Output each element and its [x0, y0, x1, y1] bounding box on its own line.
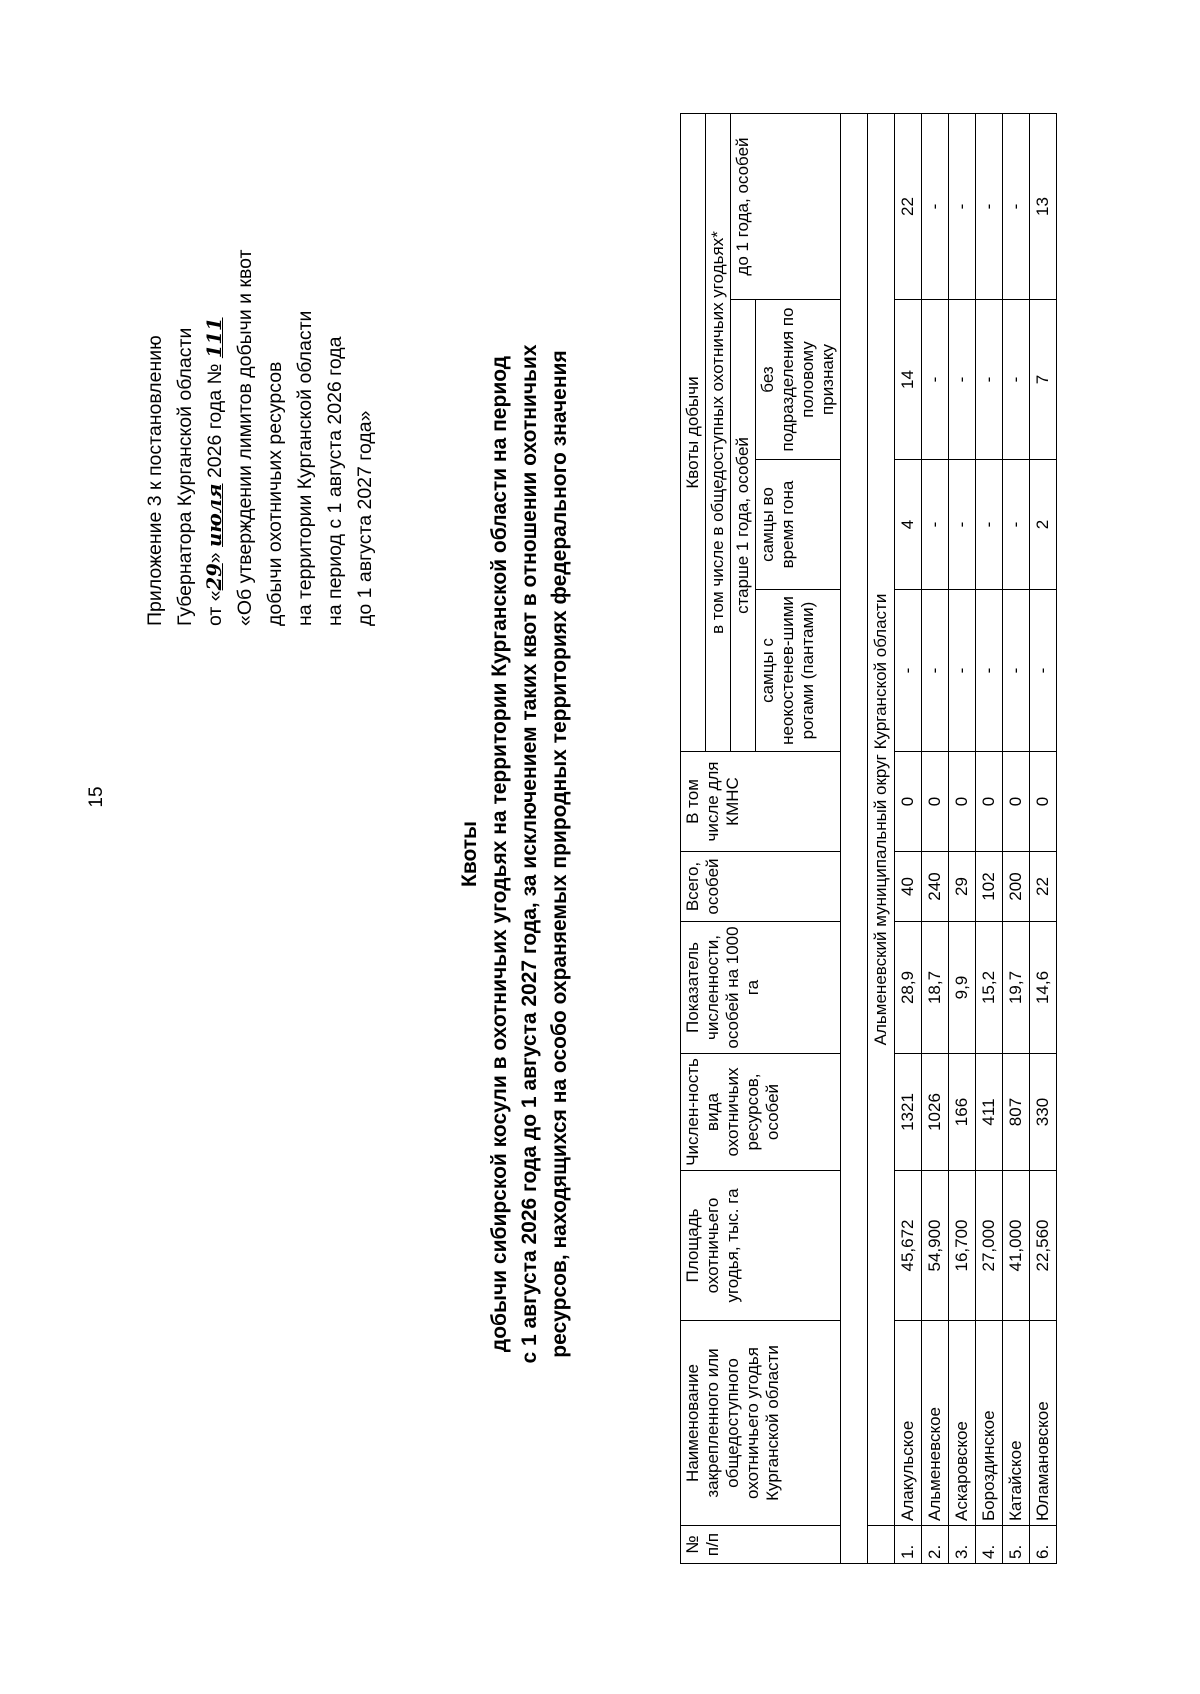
- row-antlers: -: [922, 590, 949, 752]
- row-area: 16,700: [949, 1171, 976, 1321]
- row-nosex: -: [922, 300, 949, 460]
- row-kmns: 0: [976, 752, 1003, 852]
- row-nosex: -: [949, 300, 976, 460]
- row-name: Алакульское: [895, 1321, 922, 1526]
- decree-number-handwritten: 111: [203, 317, 226, 359]
- row-name: Юламановское: [1030, 1321, 1057, 1526]
- header-area: Площадь охотничьего угодья, тыс. га: [681, 1171, 841, 1321]
- title-line-1: Квоты: [458, 821, 481, 887]
- row-nosex: 7: [1030, 300, 1057, 460]
- header-antlers: самцы с неокостенев-шими рогами (пантами): [756, 590, 841, 752]
- row-num: 4.: [976, 1526, 1003, 1564]
- row-rut: -: [1003, 460, 1030, 590]
- date-day-handwritten: 29: [203, 563, 226, 591]
- title-line-2: добычи сибирской косули в охотничьих угодьях на территории Курганской области на период: [488, 355, 511, 1353]
- row-area: 54,900: [922, 1171, 949, 1321]
- date-month-handwritten: июля: [203, 483, 226, 547]
- row-area: 45,672: [895, 1171, 922, 1321]
- row-kmns: 0: [949, 752, 976, 852]
- row-young: -: [922, 114, 949, 300]
- row-antlers: -: [1003, 590, 1030, 752]
- spacer-row: [841, 114, 868, 1564]
- row-rut: 2: [1030, 460, 1057, 590]
- row-num: 5.: [1003, 1526, 1030, 1564]
- header-nosex: без подразделения по половому признаку: [756, 300, 841, 460]
- header-kmns: В том числе для КМНС: [681, 752, 841, 852]
- row-name: Альменевское: [922, 1321, 949, 1526]
- table-row: [976, 114, 1003, 1564]
- date-prefix: от «: [204, 590, 226, 626]
- header-older: старше 1 года, особей: [731, 300, 756, 752]
- row-kmns: 0: [895, 752, 922, 852]
- table-row: [1003, 114, 1030, 1564]
- document-title: [455, 294, 575, 1414]
- title-line-4: ресурсов, находящихся на особо охраняемых природных территориях федерального значения: [548, 350, 571, 1358]
- row-antlers: -: [895, 590, 922, 752]
- row-name: Аскаровское: [949, 1321, 976, 1526]
- row-kmns: 0: [1003, 752, 1030, 852]
- row-density: 19,7: [1003, 922, 1030, 1054]
- header-num: № п/п: [681, 1526, 841, 1564]
- row-area: 27,000: [976, 1171, 1003, 1321]
- row-young: -: [976, 114, 1003, 300]
- table-row: [1030, 114, 1057, 1564]
- group-empty-cell: [868, 1526, 895, 1564]
- appendix-line-1: Приложение 3 к постановлению: [144, 335, 166, 626]
- row-young: 22: [895, 114, 922, 300]
- row-population: 1026: [922, 1054, 949, 1171]
- row-rut: -: [976, 460, 1003, 590]
- row-total: 22: [1030, 852, 1057, 922]
- row-num: 1.: [895, 1526, 922, 1564]
- row-kmns: 0: [1030, 752, 1057, 852]
- date-year: 2026 года №: [204, 358, 226, 484]
- header-rut: самцы во время гона: [756, 460, 841, 590]
- header-density: Показатель численности, особей на 1000 га: [681, 922, 841, 1054]
- row-total: 102: [976, 852, 1003, 922]
- appendix-line-3: [200, 106, 230, 626]
- row-kmns: 0: [922, 752, 949, 852]
- table-row: [922, 114, 949, 1564]
- row-density: 28,9: [895, 922, 922, 1054]
- row-total: 240: [922, 852, 949, 922]
- row-area: 22,560: [1030, 1171, 1057, 1321]
- appendix-line-2: Губернатора Курганской области: [174, 327, 196, 626]
- row-rut: -: [922, 460, 949, 590]
- row-density: 14,6: [1030, 922, 1057, 1054]
- table-row: [949, 114, 976, 1564]
- row-total: 40: [895, 852, 922, 922]
- row-total: 200: [1003, 852, 1030, 922]
- appendix-line-6: на территории Курганской области: [294, 310, 316, 626]
- row-total: 29: [949, 852, 976, 922]
- row-num: 2.: [922, 1526, 949, 1564]
- row-num: 6.: [1030, 1526, 1057, 1564]
- row-population: 330: [1030, 1054, 1057, 1171]
- row-population: 807: [1003, 1054, 1030, 1171]
- row-antlers: -: [1030, 590, 1057, 752]
- table-row: [895, 114, 922, 1564]
- row-young: -: [949, 114, 976, 300]
- header-population: Числен-ность вида охотничьих ресурсов, особей: [681, 1054, 841, 1171]
- row-nosex: 14: [895, 300, 922, 460]
- row-population: 1321: [895, 1054, 922, 1171]
- header-quotas: Квоты добычи: [681, 114, 706, 752]
- appendix-line-4: «Об утверждении лимитов добычи и квот: [234, 249, 256, 626]
- page-number: 15: [86, 786, 107, 808]
- row-young: 13: [1030, 114, 1057, 300]
- row-nosex: -: [976, 300, 1003, 460]
- appendix-line-5: добычи охотничьих ресурсов: [264, 361, 286, 626]
- date-mid: »: [204, 546, 226, 564]
- row-name: Катайское: [1003, 1321, 1030, 1526]
- header-name: Наименование закрепленного или общедоступного охотничьего угодья Курганской области: [681, 1321, 841, 1526]
- quota-table: [680, 113, 1057, 1564]
- row-density: 18,7: [922, 922, 949, 1054]
- row-rut: -: [949, 460, 976, 590]
- group-row: [868, 114, 895, 1564]
- spacer-cell: [841, 114, 868, 1564]
- title-line-3: с 1 августа 2026 года до 1 августа 2027 года, за исключением таких квот в отношении охотничьих: [518, 344, 541, 1364]
- row-rut: 4: [895, 460, 922, 590]
- appendix-line-8: до 1 августа 2027 года»: [354, 410, 376, 626]
- row-antlers: -: [949, 590, 976, 752]
- row-num: 3.: [949, 1526, 976, 1564]
- appendix-header: [140, 106, 380, 626]
- row-area: 41,000: [1003, 1171, 1030, 1321]
- row-density: 15,2: [976, 922, 1003, 1054]
- row-young: -: [1003, 114, 1030, 300]
- header-total: Всего, особей: [681, 852, 841, 922]
- row-antlers: -: [976, 590, 1003, 752]
- header-young: до 1 года, особей: [731, 114, 841, 300]
- row-nosex: -: [1003, 300, 1030, 460]
- row-population: 411: [976, 1054, 1003, 1171]
- group-label: Альменевский муниципальный округ Курганской области: [868, 114, 895, 1526]
- row-population: 166: [949, 1054, 976, 1171]
- appendix-line-7: на период с 1 августа 2026 года: [324, 336, 346, 626]
- row-density: 9,9: [949, 922, 976, 1054]
- header-public: в том числе в общедоступных охотничьих угодьях*: [706, 114, 731, 752]
- row-name: Бороздинское: [976, 1321, 1003, 1526]
